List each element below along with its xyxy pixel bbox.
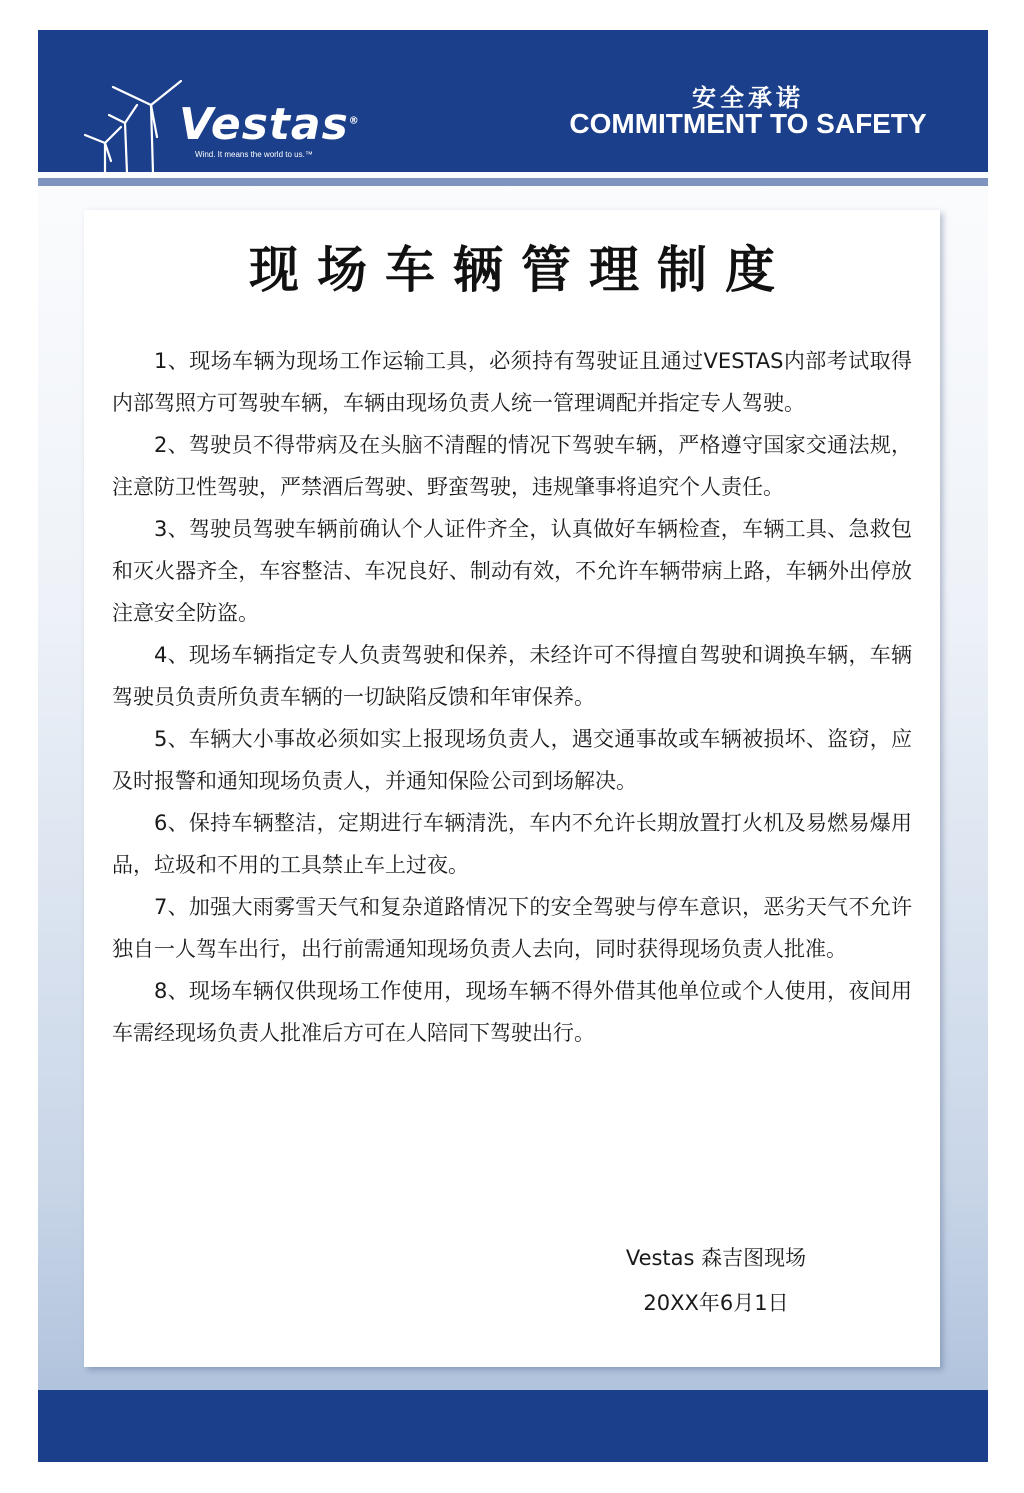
document-panel [84,210,940,1367]
wind-turbine-icon [83,75,193,175]
rule-paragraph: 5、车辆大小事故必须如实上报现场负责人，遇交通事故或车辆被损坏、盗窃，应及时报警和通知现场负责人，并通知保险公司到场解决。 [112,727,912,793]
header-title-cn: 安全承诺 [692,84,804,112]
signoff-date: 20XX年6月1日 [643,1291,789,1315]
rules-list [112,340,912,1054]
rule-paragraph: 2、驾驶员不得带病及在头脑不清醒的情况下驾驶车辆，严格遵守国家交通法规，注意防卫性驾驶，严禁酒后驾驶、野蛮驾驶，违规肇事将追究个人责任。 [112,433,912,499]
rule-paragraph: 6、保持车辆整洁，定期进行车辆清洗，车内不允许长期放置打火机及易燃易爆用品，垃圾和不用的工具禁止车上过夜。 [112,811,912,877]
footer-banner [38,1390,988,1462]
header-title-en: COMMITMENT TO SAFETY [569,108,927,139]
brand-tagline: Wind. It means the world to us.™ [195,150,313,159]
header-banner [38,30,988,172]
rule-paragraph: 8、现场车辆仅供现场工作使用，现场车辆不得外借其他单位或个人使用，夜间用车需经现场负责人批准后方可在人陪同下驾驶出行。 [112,979,912,1045]
header-divider [38,178,988,186]
signoff-block [584,1236,848,1326]
brand-name: Vestas® [179,99,360,150]
signoff-org: Vestas 森吉图现场 [625,1246,807,1270]
rule-paragraph: 4、现场车辆指定专人负责驾驶和保养，未经许可不得擅自驾驶和调换车辆，车辆驾驶员负责所负责车辆的一切缺陷反馈和年审保养。 [112,643,912,709]
rule-paragraph: 3、驾驶员驾驶车辆前确认个人证件齐全，认真做好车辆检查，车辆工具、急救包和灭火器齐全，车容整洁、车况良好、制动有效，不允许车辆带病上路，车辆外出停放注意安全防盗。 [112,517,912,625]
rule-paragraph: 1、现场车辆为现场工作运输工具，必须持有驾驶证且通过VESTAS内部考试取得内部驾照方可驾驶车辆，车辆由现场负责人统一管理调配并指定专人驾驶。 [112,349,912,415]
vestas-logo [83,75,393,175]
document-title: 现场车辆管理制度 [249,240,793,299]
rule-paragraph: 7、加强大雨雾雪天气和复杂道路情况下的安全驾驶与停车意识，恶劣天气不允许独自一人驾车出行，出行前需通知现场负责人去向，同时获得现场负责人批准。 [112,895,912,961]
